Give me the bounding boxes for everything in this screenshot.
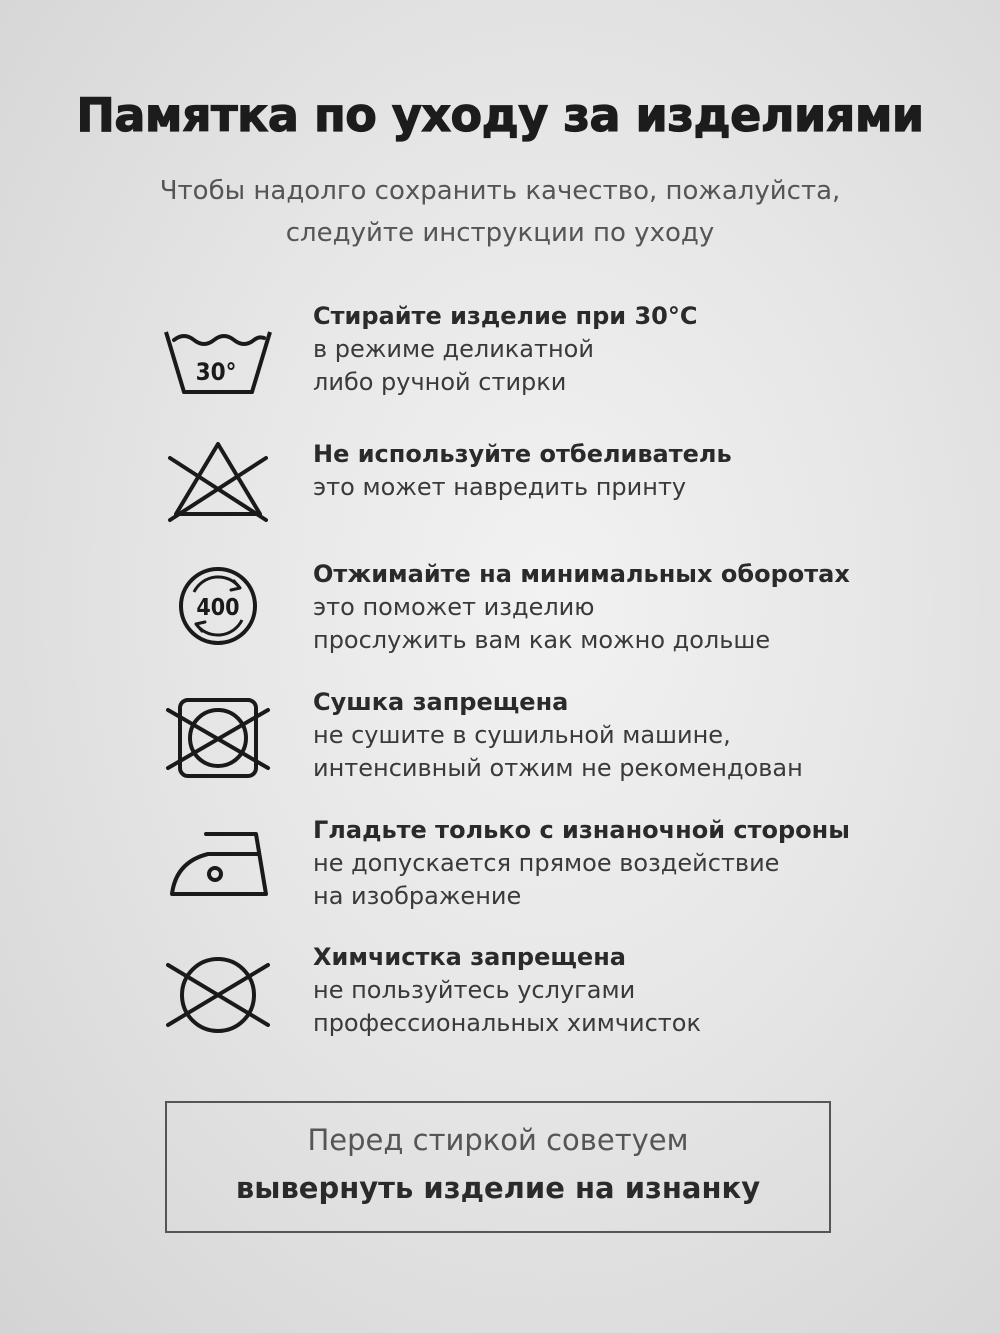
care-line: прослужить вам как можно дольше — [313, 626, 771, 654]
no-tumble-dry-icon — [160, 692, 276, 792]
subtitle-line: следуйте инструкции по уходу — [285, 218, 715, 248]
care-item-dry — [0, 686, 1000, 806]
tip-line: Перед стиркой советуем — [307, 1123, 689, 1157]
care-item-wash — [0, 300, 1000, 420]
care-text — [313, 941, 973, 1040]
care-line: либо ручной стирки — [313, 368, 567, 396]
wash-30-icon — [160, 310, 276, 410]
care-item-iron — [0, 814, 1000, 934]
care-text — [313, 300, 973, 399]
subtitle-line: Чтобы надолго сохранить качество, пожалуйста, — [159, 176, 841, 206]
care-line: это может навредить принту — [313, 473, 687, 501]
care-item-dry-clean — [0, 941, 1000, 1061]
care-item-bleach — [0, 438, 1000, 558]
tip-emphasis: вывернуть изделие на изнанку — [235, 1171, 761, 1205]
care-text — [313, 438, 973, 504]
care-line: профессиональных химчисток — [313, 1009, 701, 1037]
care-line: интенсивный отжим не рекомендован — [313, 754, 803, 782]
care-heading: Химчистка запрещена — [313, 943, 626, 971]
care-heading: Не используйте отбеливатель — [313, 440, 732, 468]
wash-temp-label: 30° — [195, 358, 237, 386]
spin-speed-label: 400 — [196, 595, 240, 621]
spin-400-icon — [160, 558, 276, 658]
care-line: на изображение — [313, 882, 522, 910]
care-heading: Гладьте только с изнаночной стороны — [313, 816, 850, 844]
care-text — [313, 814, 973, 913]
care-line: не допускается прямое воздействие — [313, 849, 780, 877]
iron-icon — [160, 824, 276, 924]
care-heading: Отжимайте на минимальных оборотах — [313, 560, 850, 588]
care-line: не сушите в сушильной машине, — [313, 721, 731, 749]
care-line: в режиме деликатной — [313, 335, 594, 363]
care-heading: Сушка запрещена — [313, 688, 569, 716]
care-line: не пользуйтесь услугами — [313, 976, 636, 1004]
care-item-spin — [0, 558, 1000, 678]
page-title: Памятка по уходу за изделиями — [76, 88, 924, 142]
care-text — [313, 558, 973, 657]
subtitle — [100, 170, 900, 254]
care-heading: Стирайте изделие при 30°С — [313, 302, 698, 330]
care-line: это поможет изделию — [313, 593, 595, 621]
no-dry-clean-icon — [160, 949, 276, 1049]
tip-box — [165, 1101, 831, 1233]
no-bleach-icon — [160, 430, 276, 530]
care-text — [313, 686, 973, 785]
